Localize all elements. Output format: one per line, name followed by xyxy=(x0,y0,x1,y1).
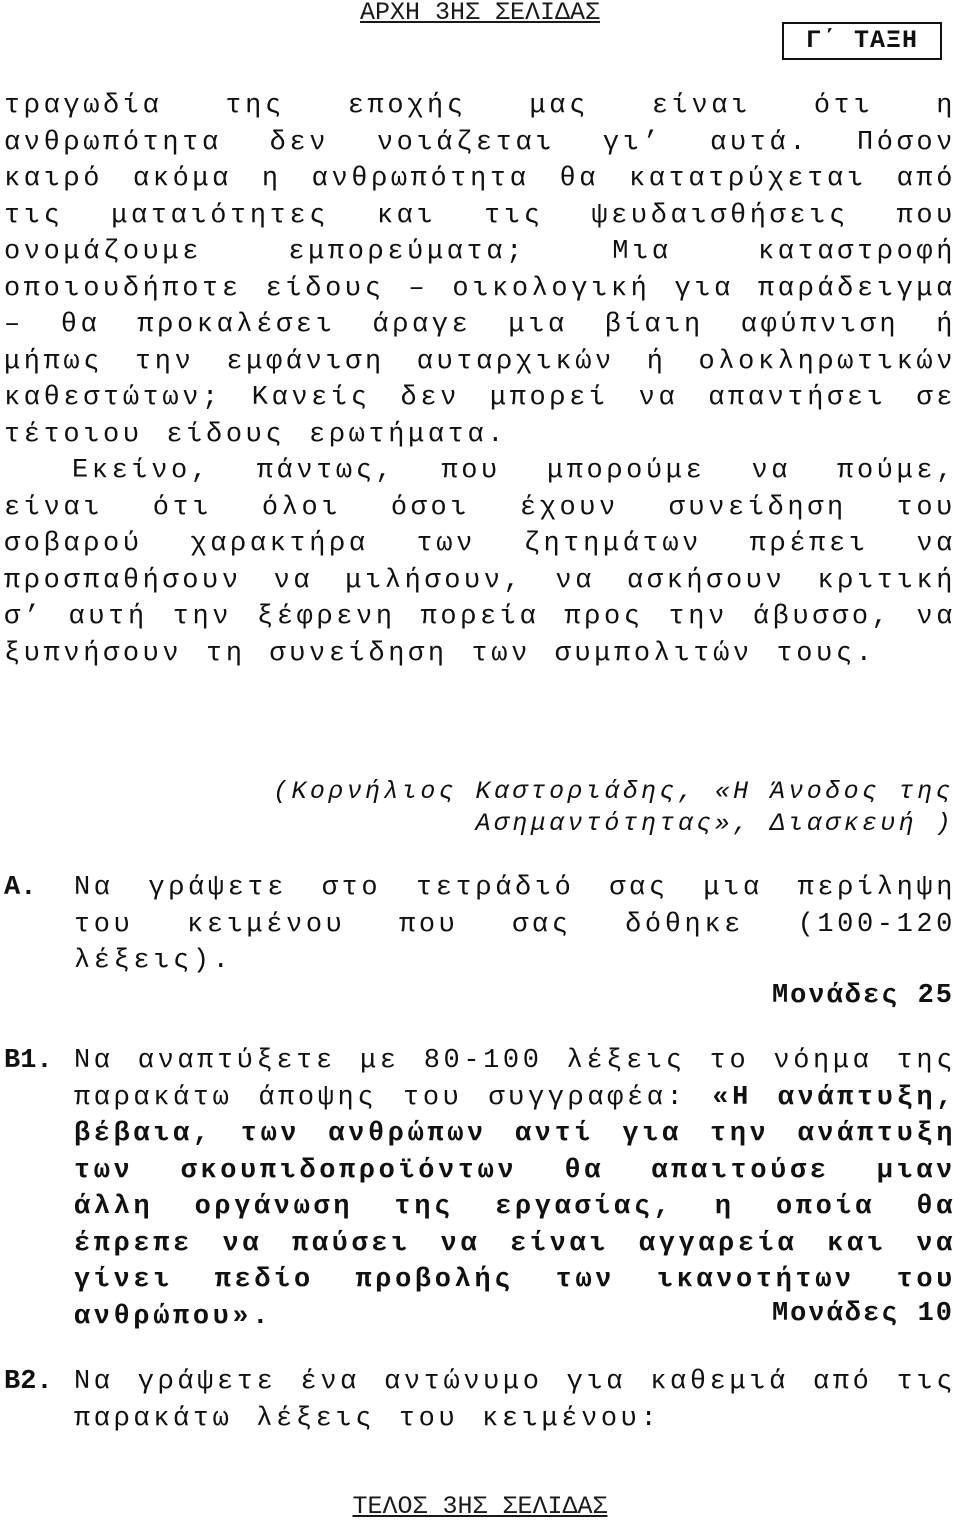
question-a-number: Α. xyxy=(4,873,37,903)
question-b1-quote: «Η ανάπτυξη, βέβαια, των ανθρώπων αντί για την ανάπτυξη των σκουπιδοπροϊόντων θα απαιτούσε μιαν άλλη οργάνωση της εργασίας, η οποία θα έπρεπε να παύσει να είναι αγγαρεία και να γίνει πεδίο προβολής των ικανοτήτων του ανθρώπου». xyxy=(74,1082,956,1332)
passage-paragraph-1: τραγωδία της εποχής μας είναι ότι η ανθρωπότητα δεν νοιάζεται γι’ αυτά. Πόσον καιρό ακόμα η ανθρωπότητα θα κατατρύχεται από τις ματαιότητες και τις ψευδαισθήσεις που ονομάζουμε εμπορεύματα; Μια καταστροφή οποιουδήποτε είδους – οικολογική για παράδειγμα – θα προκαλέσει άραγε μια βίαιη αφύπνιση ή μήπως την εμφάνιση αυταρχικών ή ολοκληρωτικών καθεστώτων; Κανείς δεν μπορεί να απαντήσει σε τέτοιου είδους ερωτήματα. xyxy=(4,91,956,450)
question-b2-text: Να γράψετε ένα αντώνυμο για καθεμιά από τις παρακάτω λέξεις του κειμένου: xyxy=(74,1367,956,1434)
passage-paragraph-2: Εκείνο, πάντως, που μπορούμε να πούμε, είναι ότι όλοι όσοι έχουν συνείδηση του σοβαρού χαρακτήρα των ζητημάτων πρέπει να προσπαθήσουν να μιλήσουν, να ασκήσουν κριτική σ’ αυτή την ξέφρενη πορεία προς την άβυσσο, να ξυπνήσουν τη συνείδηση των συμπολιτών τους. xyxy=(4,456,956,669)
question-b2-number: Β2. xyxy=(4,1367,53,1397)
question-b1-intro: Να αναπτύξετε με 80-100 λέξεις το νόημα της παρακάτω άποψης του συγγραφέα: xyxy=(74,1046,956,1113)
question-a-points: Μονάδες 25 xyxy=(771,981,954,1011)
class-label-box: Γ΄ ΤΑΞΗ xyxy=(782,22,942,60)
question-b1-text xyxy=(74,1043,956,1335)
page-start-header: ΑΡΧΗ 3ΗΣ ΣΕΛΙΔΑΣ xyxy=(359,0,601,27)
passage-text xyxy=(4,88,956,672)
page-end-footer: ΤΕΛΟΣ 3ΗΣ ΣΕΛΙΔΑΣ xyxy=(352,1492,608,1521)
question-a-text: Να γράψετε στο τετράδιό σας μια περίληψη του κειμένου που σας δόθηκε (100-120 λέξεις). xyxy=(74,873,956,976)
citation-line-2: Ασημαντότητας», Διασκευή ) xyxy=(475,809,954,838)
source-citation xyxy=(254,776,954,840)
question-b1-number: Β1. xyxy=(4,1046,53,1076)
citation-line-1: (Κορνήλιος Καστοριάδης, «Η Άνοδος της xyxy=(273,777,954,806)
question-b1-points: Μονάδες 10 xyxy=(771,1299,954,1329)
